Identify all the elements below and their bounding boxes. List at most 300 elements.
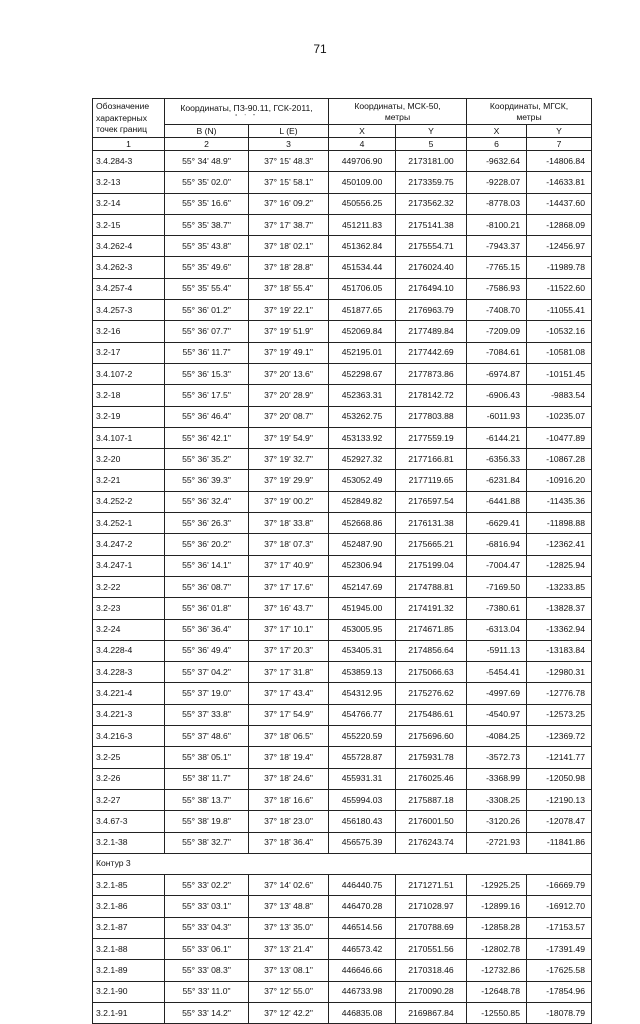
mgsk-y-cell: -10477.89 [527,427,592,448]
mgsk-x-cell: -6629.41 [467,513,527,534]
msk-x-cell: 446573.42 [329,938,396,959]
longitude-cell: 37° 18' 36.4" [249,832,329,853]
longitude-cell: 37° 18' 28.8" [249,257,329,278]
longitude-cell: 37° 13' 35.0" [249,917,329,938]
msk-x-cell: 453005.95 [329,619,396,640]
point-id-cell: 3.2-16 [93,321,165,342]
msk-y-cell: 2176963.79 [396,300,467,321]
msk-x-cell: 452363.31 [329,385,396,406]
latitude-cell: 55° 35' 38.7" [165,214,249,235]
longitude-cell: 37° 19' 32.7" [249,449,329,470]
msk-x-cell: 452306.94 [329,555,396,576]
latitude-cell: 55° 33' 04.3" [165,917,249,938]
point-id-cell: 3.4.252-1 [93,513,165,534]
mgsk-y-cell: -13828.37 [527,598,592,619]
table-row [93,789,592,810]
mgsk-x-cell: -6356.33 [467,449,527,470]
latitude-cell: 55° 33' 08.3" [165,960,249,981]
table-row [93,1002,592,1023]
table-row [93,470,592,491]
mgsk-x-cell: -12858.28 [467,917,527,938]
table-row [93,619,592,640]
mgsk-y-cell: -10151.45 [527,363,592,384]
msk-x-cell: 446514.56 [329,917,396,938]
point-id-cell: 3.2-20 [93,449,165,470]
longitude-cell: 37° 13' 21.4" [249,938,329,959]
mgsk-x-cell: -7084.61 [467,342,527,363]
longitude-cell: 37° 17' 17.6" [249,576,329,597]
mgsk-x-cell: -9632.64 [467,151,527,172]
table-row [93,981,592,1002]
mgsk-y-cell: -14806.84 [527,151,592,172]
mgsk-x-cell: -7004.47 [467,555,527,576]
msk-y-cell: 2169867.84 [396,1002,467,1023]
coordinates-table-container [92,98,591,1024]
mgsk-x-cell: -12925.25 [467,875,527,896]
msk-y-cell: 2170551.56 [396,938,467,959]
table-row [93,427,592,448]
table-row [93,236,592,257]
mgsk-x-cell: -4997.69 [467,683,527,704]
table-row [93,257,592,278]
msk-y-cell: 2177166.81 [396,449,467,470]
msk-y-cell: 2177559.19 [396,427,467,448]
table-row [93,576,592,597]
point-id-cell: 3.2-19 [93,406,165,427]
mgsk-y-cell: -13362.94 [527,619,592,640]
msk-y-cell: 2176597.54 [396,491,467,512]
msk-x-cell: 450109.00 [329,172,396,193]
point-id-cell: 3.4.228-3 [93,662,165,683]
msk-x-cell: 453405.31 [329,640,396,661]
mgsk-y-cell: -11522.60 [527,278,592,299]
point-id-cell: 3.2.1-87 [93,917,165,938]
msk-y-cell: 2177803.88 [396,406,467,427]
mgsk-x-cell: -6144.21 [467,427,527,448]
msk-x-cell: 452069.84 [329,321,396,342]
mgsk-x-cell: -6816.94 [467,534,527,555]
msk-x-cell: 452927.32 [329,449,396,470]
point-id-cell: 3.4.107-2 [93,363,165,384]
mgsk-y-cell: -17391.49 [527,938,592,959]
mgsk-y-cell: -11989.78 [527,257,592,278]
msk-y-cell: 2176025.46 [396,768,467,789]
msk-x-cell: 449706.90 [329,151,396,172]
latitude-cell: 55° 33' 06.1" [165,938,249,959]
msk-y-cell: 2170788.69 [396,917,467,938]
msk-y-cell: 2175486.61 [396,704,467,725]
table-row [93,747,592,768]
msk-x-cell: 454766.77 [329,704,396,725]
msk-x-cell: 453052.49 [329,470,396,491]
mgsk-x-cell: -6313.04 [467,619,527,640]
point-id-cell: 3.4.107-1 [93,427,165,448]
table-row [93,598,592,619]
table-row [93,363,592,384]
msk-y-cell: 2175887.18 [396,789,467,810]
point-id-cell: 3.4.228-4 [93,640,165,661]
column-number: 1 [93,138,165,151]
header-msk-coordinates: Координаты, МСК-50, метры [329,99,467,125]
column-number: 5 [396,138,467,151]
msk-x-cell: 452195.01 [329,342,396,363]
msk-x-cell: 452487.90 [329,534,396,555]
msk-x-cell: 446440.75 [329,875,396,896]
table-row [93,640,592,661]
longitude-cell: 37° 17' 40.9" [249,555,329,576]
msk-y-cell: 2175696.60 [396,726,467,747]
msk-y-cell: 2174856.64 [396,640,467,661]
point-id-cell: 3.4.221-3 [93,704,165,725]
longitude-cell: 37° 17' 54.9" [249,704,329,725]
longitude-cell: 37° 12' 42.2" [249,1002,329,1023]
header-x-msk: X [329,125,396,138]
latitude-cell: 55° 36' 39.3" [165,470,249,491]
longitude-cell: 37° 19' 22.1" [249,300,329,321]
point-id-cell: 3.4.247-1 [93,555,165,576]
latitude-cell: 55° 33' 14.2" [165,1002,249,1023]
mgsk-x-cell: -6906.43 [467,385,527,406]
mgsk-x-cell: -2721.93 [467,832,527,853]
msk-y-cell: 2170318.46 [396,960,467,981]
msk-y-cell: 2177873.86 [396,363,467,384]
latitude-cell: 55° 36' 08.7" [165,576,249,597]
latitude-cell: 55° 36' 07.7" [165,321,249,342]
latitude-cell: 55° 37' 48.6" [165,726,249,747]
mgsk-y-cell: -12078.47 [527,811,592,832]
longitude-cell: 37° 20' 08.7" [249,406,329,427]
point-id-cell: 3.2.1-85 [93,875,165,896]
msk-y-cell: 2173359.75 [396,172,467,193]
point-id-cell: 3.4.262-3 [93,257,165,278]
latitude-cell: 55° 36' 36.4" [165,619,249,640]
mgsk-y-cell: -17625.58 [527,960,592,981]
mgsk-x-cell: -12899.16 [467,896,527,917]
msk-x-cell: 446646.66 [329,960,396,981]
latitude-cell: 55° 35' 16.6" [165,193,249,214]
msk-x-cell: 446470.28 [329,896,396,917]
table-row [93,491,592,512]
msk-y-cell: 2176131.38 [396,513,467,534]
table-row [93,385,592,406]
msk-x-cell: 451706.05 [329,278,396,299]
longitude-cell: 37° 19' 29.9" [249,470,329,491]
msk-x-cell: 451534.44 [329,257,396,278]
mgsk-y-cell: -14437.60 [527,193,592,214]
msk-y-cell: 2175066.63 [396,662,467,683]
msk-y-cell: 2175276.62 [396,683,467,704]
msk-x-cell: 452849.82 [329,491,396,512]
mgsk-x-cell: -6974.87 [467,363,527,384]
latitude-cell: 55° 33' 11.0" [165,981,249,1002]
longitude-cell: 37° 17' 43.4" [249,683,329,704]
latitude-cell: 55° 37' 19.0" [165,683,249,704]
msk-y-cell: 2173181.00 [396,151,467,172]
table-row [93,662,592,683]
section-row [93,853,592,874]
table-row [93,151,592,172]
table-row [93,406,592,427]
mgsk-y-cell: -12141.77 [527,747,592,768]
latitude-cell: 55° 36' 01.2" [165,300,249,321]
point-id-cell: 3.2-25 [93,747,165,768]
point-id-cell: 3.4.257-3 [93,300,165,321]
mgsk-x-cell: -3120.26 [467,811,527,832]
table-row [93,300,592,321]
latitude-cell: 55° 36' 49.4" [165,640,249,661]
longitude-cell: 37° 13' 08.1" [249,960,329,981]
point-id-cell: 3.4.257-4 [93,278,165,299]
mgsk-y-cell: -12825.94 [527,555,592,576]
table-row [93,832,592,853]
mgsk-y-cell: -12456.97 [527,236,592,257]
mgsk-x-cell: -6441.88 [467,491,527,512]
msk-y-cell: 2175665.21 [396,534,467,555]
column-number: 4 [329,138,396,151]
msk-x-cell: 451945.00 [329,598,396,619]
point-id-cell: 3.4.221-4 [93,683,165,704]
point-id-cell: 3.2-17 [93,342,165,363]
msk-y-cell: 2175199.04 [396,555,467,576]
table-row [93,449,592,470]
latitude-cell: 55° 36' 01.8" [165,598,249,619]
mgsk-y-cell: -11055.41 [527,300,592,321]
mgsk-y-cell: -17854.96 [527,981,592,1002]
mgsk-y-cell: -12980.31 [527,662,592,683]
latitude-cell: 55° 37' 33.8" [165,704,249,725]
mgsk-x-cell: -7586.93 [467,278,527,299]
point-id-cell: 3.2-23 [93,598,165,619]
longitude-cell: 37° 18' 24.6" [249,768,329,789]
msk-y-cell: 2177119.65 [396,470,467,491]
msk-x-cell: 453133.92 [329,427,396,448]
mgsk-x-cell: -9228.07 [467,172,527,193]
point-id-cell: 3.2-18 [93,385,165,406]
latitude-cell: 55° 36' 26.3" [165,513,249,534]
latitude-cell: 55° 38' 19.8" [165,811,249,832]
point-id-cell: 3.4.216-3 [93,726,165,747]
column-number: 6 [467,138,527,151]
point-id-cell: 3.2-26 [93,768,165,789]
latitude-cell: 55° 35' 55.4" [165,278,249,299]
mgsk-y-cell: -11898.88 [527,513,592,534]
msk-x-cell: 453859.13 [329,662,396,683]
mgsk-y-cell: -16669.79 [527,875,592,896]
point-id-cell: 3.2.1-88 [93,938,165,959]
latitude-cell: 55° 35' 02.0" [165,172,249,193]
latitude-cell: 55° 38' 32.7" [165,832,249,853]
coordinates-table [92,98,592,1024]
longitude-cell: 37° 17' 20.3" [249,640,329,661]
header-x-mgsk: X [467,125,527,138]
msk-x-cell: 454312.95 [329,683,396,704]
mgsk-y-cell: -13233.85 [527,576,592,597]
longitude-cell: 37° 12' 55.0" [249,981,329,1002]
latitude-cell: 55° 36' 46.4" [165,406,249,427]
msk-y-cell: 2174671.85 [396,619,467,640]
mgsk-x-cell: -3368.99 [467,768,527,789]
mgsk-x-cell: -8100.21 [467,214,527,235]
point-id-cell: 3.4.247-2 [93,534,165,555]
table-row [93,342,592,363]
msk-x-cell: 446835.08 [329,1002,396,1023]
header-mgsk-coordinates: Координаты, МГСК, метры [467,99,592,125]
table-row [93,278,592,299]
table-row [93,917,592,938]
mgsk-y-cell: -17153.57 [527,917,592,938]
mgsk-y-cell: -12050.98 [527,768,592,789]
point-id-cell: 3.2-15 [93,214,165,235]
mgsk-y-cell: -10235.07 [527,406,592,427]
table-row [93,534,592,555]
msk-x-cell: 446733.98 [329,981,396,1002]
mgsk-y-cell: -9883.54 [527,385,592,406]
table-row [93,938,592,959]
longitude-cell: 37° 19' 54.9" [249,427,329,448]
table-row [93,683,592,704]
table-body [93,151,592,1024]
mgsk-y-cell: -12573.25 [527,704,592,725]
longitude-cell: 37° 18' 23.0" [249,811,329,832]
table-row [93,555,592,576]
point-id-cell: 3.2-22 [93,576,165,597]
longitude-cell: 37° 14' 02.6" [249,875,329,896]
mgsk-y-cell: -14633.81 [527,172,592,193]
table-row [93,875,592,896]
table-row [93,214,592,235]
mgsk-y-cell: -16912.70 [527,896,592,917]
msk-y-cell: 2177442.69 [396,342,467,363]
msk-x-cell: 455994.03 [329,789,396,810]
mgsk-x-cell: -7765.15 [467,257,527,278]
mgsk-x-cell: -6011.93 [467,406,527,427]
header-pz-coordinates: Координаты, ПЗ-90.11, ГСК-2011, ° ' " [165,99,329,125]
point-id-cell: 3.2.1-90 [93,981,165,1002]
mgsk-x-cell: -4084.25 [467,726,527,747]
msk-x-cell: 452298.67 [329,363,396,384]
table-row [93,726,592,747]
msk-x-cell: 451362.84 [329,236,396,257]
mgsk-x-cell: -4540.97 [467,704,527,725]
table-row [93,172,592,193]
table-row [93,768,592,789]
mgsk-x-cell: -7380.61 [467,598,527,619]
msk-x-cell: 451211.83 [329,214,396,235]
point-id-cell: 3.2-14 [93,193,165,214]
longitude-cell: 37° 18' 55.4" [249,278,329,299]
header-b: B (N) [165,125,249,138]
point-id-cell: 3.2.1-38 [93,832,165,853]
latitude-cell: 55° 36' 14.1" [165,555,249,576]
table-row [93,193,592,214]
longitude-cell: 37° 18' 33.8" [249,513,329,534]
mgsk-x-cell: -7943.37 [467,236,527,257]
msk-x-cell: 450556.25 [329,193,396,214]
mgsk-x-cell: -5911.13 [467,640,527,661]
msk-x-cell: 456180.43 [329,811,396,832]
header-y-mgsk: Y [527,125,592,138]
longitude-cell: 37° 19' 49.1" [249,342,329,363]
column-number: 3 [249,138,329,151]
latitude-cell: 55° 36' 17.5" [165,385,249,406]
longitude-cell: 37° 18' 16.6" [249,789,329,810]
mgsk-x-cell: -8778.03 [467,193,527,214]
latitude-cell: 55° 36' 42.1" [165,427,249,448]
mgsk-y-cell: -12369.72 [527,726,592,747]
latitude-cell: 55° 36' 15.3" [165,363,249,384]
table-header [93,99,592,151]
mgsk-y-cell: -13183.84 [527,640,592,661]
msk-x-cell: 452147.69 [329,576,396,597]
table-row [93,321,592,342]
table-row [93,704,592,725]
latitude-cell: 55° 35' 49.6" [165,257,249,278]
msk-y-cell: 2176494.10 [396,278,467,299]
point-id-cell: 3.4.67-3 [93,811,165,832]
longitude-cell: 37° 18' 19.4" [249,747,329,768]
point-id-cell: 3.2-13 [93,172,165,193]
latitude-cell: 55° 36' 35.2" [165,449,249,470]
msk-y-cell: 2178142.72 [396,385,467,406]
mgsk-x-cell: -5454.41 [467,662,527,683]
point-id-cell: 3.2-27 [93,789,165,810]
mgsk-y-cell: -11435.36 [527,491,592,512]
longitude-cell: 37° 19' 51.9" [249,321,329,342]
msk-y-cell: 2170090.28 [396,981,467,1002]
msk-y-cell: 2176001.50 [396,811,467,832]
msk-y-cell: 2173562.32 [396,193,467,214]
latitude-cell: 55° 35' 43.8" [165,236,249,257]
mgsk-x-cell: -12550.85 [467,1002,527,1023]
msk-y-cell: 2175141.38 [396,214,467,235]
latitude-cell: 55° 37' 04.2" [165,662,249,683]
point-id-cell: 3.4.284-3 [93,151,165,172]
mgsk-x-cell: -3308.25 [467,789,527,810]
table-row [93,811,592,832]
column-number: 7 [527,138,592,151]
table-row [93,960,592,981]
mgsk-y-cell: -10581.08 [527,342,592,363]
latitude-cell: 55° 36' 32.4" [165,491,249,512]
longitude-cell: 37° 19' 00.2" [249,491,329,512]
point-id-cell: 3.2.1-86 [93,896,165,917]
mgsk-x-cell: -12732.86 [467,960,527,981]
longitude-cell: 37° 20' 28.9" [249,385,329,406]
longitude-cell: 37° 16' 09.2" [249,193,329,214]
section-label: Контур 3 [93,853,592,874]
longitude-cell: 37° 17' 38.7" [249,214,329,235]
latitude-cell: 55° 33' 03.1" [165,896,249,917]
longitude-cell: 37° 20' 13.6" [249,363,329,384]
table-row [93,513,592,534]
latitude-cell: 55° 38' 11.7" [165,768,249,789]
page-number: 71 [313,42,327,56]
mgsk-x-cell: -12802.78 [467,938,527,959]
mgsk-x-cell: -6231.84 [467,470,527,491]
mgsk-y-cell: -10916.20 [527,470,592,491]
mgsk-x-cell: -12648.78 [467,981,527,1002]
table-row [93,896,592,917]
msk-y-cell: 2175931.78 [396,747,467,768]
longitude-cell: 37° 15' 58.1" [249,172,329,193]
msk-y-cell: 2176243.74 [396,832,467,853]
mgsk-y-cell: -12776.78 [527,683,592,704]
msk-x-cell: 456575.39 [329,832,396,853]
msk-y-cell: 2171028.97 [396,896,467,917]
latitude-cell: 55° 33' 02.2" [165,875,249,896]
msk-x-cell: 455728.87 [329,747,396,768]
mgsk-y-cell: -12868.09 [527,214,592,235]
